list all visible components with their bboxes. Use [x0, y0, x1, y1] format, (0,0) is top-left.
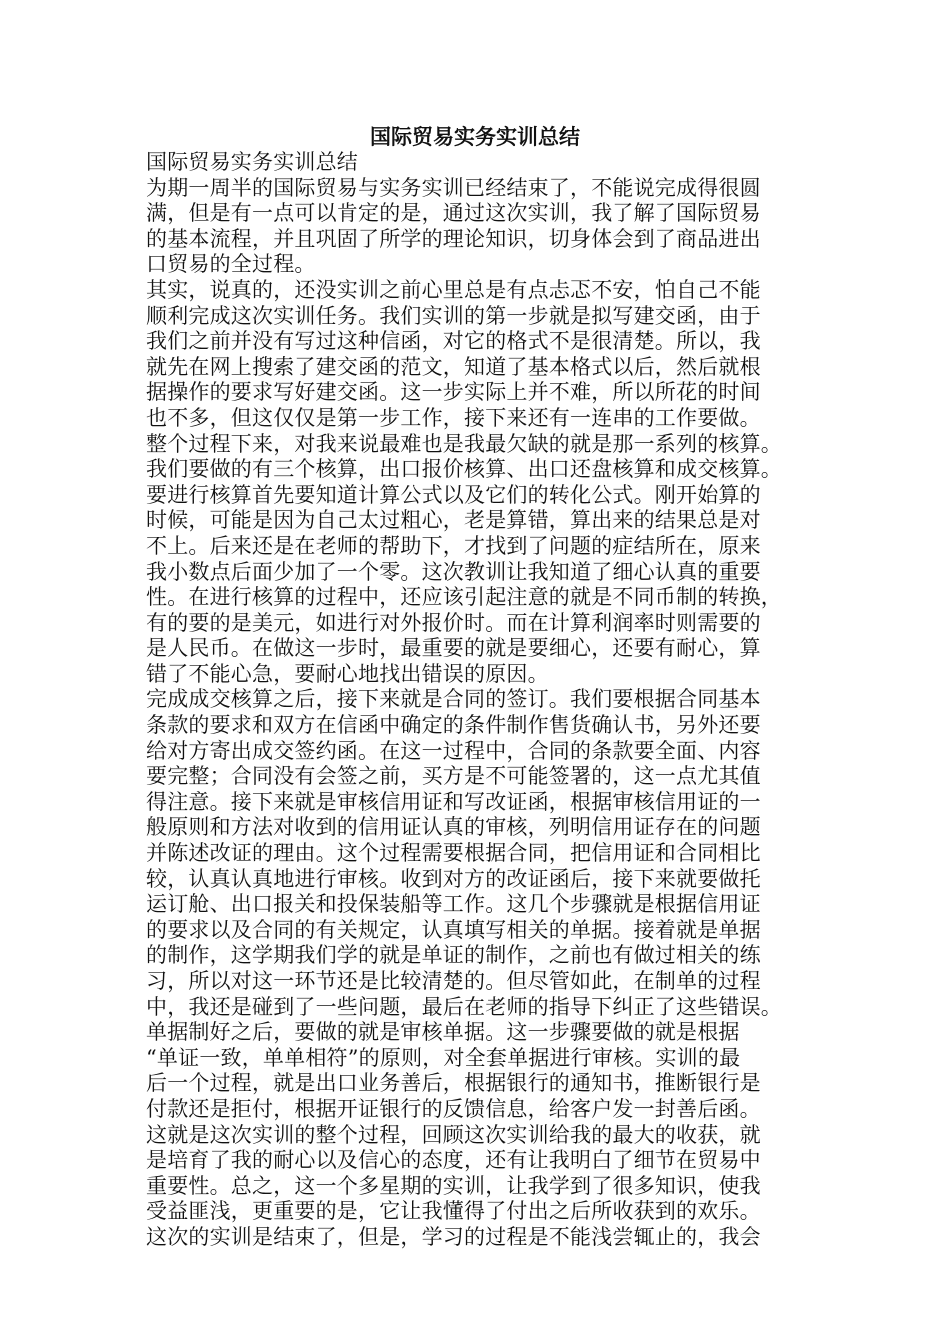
body-text-line: 要进行核算首先要知道计算公式以及它们的转化公式。刚开始算的 — [146, 482, 761, 507]
body-text-line: 单据制好之后，要做的就是审核单据。这一步骤要做的就是根据 — [146, 1020, 740, 1045]
body-text-line: 重要性。总之，这一个多星期的实训，让我学到了很多知识，使我 — [146, 1173, 761, 1198]
body-text-line: “单证一致，单单相符”的原则，对全套单据进行审核。实训的最 — [146, 1045, 741, 1070]
body-text-line: 运订舱、出口报关和投保装船等工作。这几个步骤就是根据信用证 — [146, 892, 761, 917]
body-text-line: 这次的实训是结束了，但是，学习的过程是不能浅尝辄止的，我会 — [146, 1224, 761, 1249]
document-body — [146, 150, 810, 1251]
body-text-line: 有的要的是美元，如进行对外报价时。而在计算利润率时则需要的 — [146, 610, 761, 635]
body-text-line: 就先在网上搜索了建交函的范文，知道了基本格式以后，然后就根 — [146, 354, 761, 379]
body-text-line: 这就是这次实训的整个过程，回顾这次实训给我的最大的收获，就 — [146, 1122, 761, 1147]
body-text-line: 是人民币。在做这一步时，最重要的就是要细心，还要有耐心，算 — [146, 636, 761, 661]
body-text-line: 条款的要求和双方在信函中确定的条件制作售货确认书，另外还要 — [146, 713, 761, 738]
body-text-line: 般原则和方法对收到的信用证认真的审核，列明信用证存在的问题 — [146, 815, 761, 840]
body-text-line: 得注意。接下来就是审核信用证和写改证函，根据审核信用证的一 — [146, 789, 761, 814]
body-text-line: 受益匪浅，更重要的是，它让我懂得了付出之后所收获到的欢乐。 — [146, 1199, 761, 1224]
body-text-line: 要完整；合同没有会签之前，买方是不可能签署的，这一点尤其值 — [146, 764, 761, 789]
body-text-line: 错了不能心急，要耐心地找出错误的原因。 — [146, 661, 549, 686]
body-text-line: 并陈述改证的理由。这个过程需要根据合同，把信用证和合同相比 — [146, 841, 761, 866]
body-text-line: 习，所以对这一环节还是比较清楚的。但尽管如此，在制单的过程 — [146, 969, 761, 993]
body-text-line: 时候，可能是因为自己太过粗心，老是算错，算出来的结果总是对 — [146, 508, 761, 533]
body-text-line: 满，但是有一点可以肯定的是，通过这次实训，我了解了国际贸易 — [146, 201, 761, 226]
body-text-line: 的要求以及合同的有关规定，认真填写相关的单据。接着就是单据 — [146, 917, 761, 942]
body-text-line: 性。在进行核算的过程中，还应该引起注意的就是不同币制的转换， — [146, 585, 782, 610]
body-text-line: 据操作的要求写好建交函。这一步实际上并不难，所以所花的时间 — [146, 380, 761, 405]
body-text-line: 口贸易的全过程。 — [146, 252, 316, 277]
body-text-line: 整个过程下来，对我来说最难也是我最欠缺的就是那一系列的核算。 — [146, 431, 782, 456]
body-text-line: 是培育了我的耐心以及信心的态度，还有让我明白了细节在贸易中 — [146, 1148, 761, 1173]
body-text-line: 完成成交核算之后，接下来就是合同的签订。我们要根据合同基本 — [146, 687, 761, 712]
body-text-line: 付款还是拒付，根据开证银行的反馈信息，给客户发一封善后函。 — [146, 1096, 761, 1121]
body-text-line: 给对方寄出成交签约函。在这一过程中，合同的条款要全面、内容 — [146, 738, 761, 763]
body-text-line: 的基本流程，并且巩固了所学的理论知识，切身体会到了商品进出 — [146, 226, 761, 251]
body-text-line: 中，我还是碰到了一些问题，最后在老师的指导下纠正了这些错误。 — [146, 994, 782, 1019]
document-subtitle-line: 国际贸易实务实训总结 — [146, 150, 358, 174]
body-text-line: 我们要做的有三个核算，出口报价核算、出口还盘核算和成交核算。 — [146, 457, 782, 482]
body-text-line: 我小数点后面少加了一个零。这次教训让我知道了细心认真的重要 — [146, 559, 761, 584]
body-text-line: 我们之前并没有写过这种信函，对它的格式不是很清楚。所以，我 — [146, 329, 761, 354]
body-text-line: 顺利完成这次实训任务。我们实训的第一步就是拟写建交函，由于 — [146, 303, 761, 328]
document-title: 国际贸易实务实训总结 — [370, 124, 580, 149]
body-text-line: 较，认真认真地进行审核。收到对方的改证函后，接下来就要做托 — [146, 866, 761, 891]
body-text-line: 其实，说真的，还没实训之前心里总是有点忐忑不安，怕自己不能 — [146, 277, 761, 302]
body-text-line: 也不多，但这仅仅是第一步工作，接下来还有一连串的工作要做。 — [146, 405, 761, 430]
body-text-line: 为期一周半的国际贸易与实务实训已经结束了，不能说完成得很圆 — [146, 175, 761, 200]
body-text-line: 后一个过程，就是出口业务善后，根据银行的通知书，推断银行是 — [146, 1071, 761, 1096]
body-text-line: 的制作，这学期我们学的就是单证的制作，之前也有做过相关的练 — [146, 943, 761, 968]
body-text-line: 不上。后来还是在老师的帮助下，才找到了问题的症结所在，原来 — [146, 533, 761, 558]
